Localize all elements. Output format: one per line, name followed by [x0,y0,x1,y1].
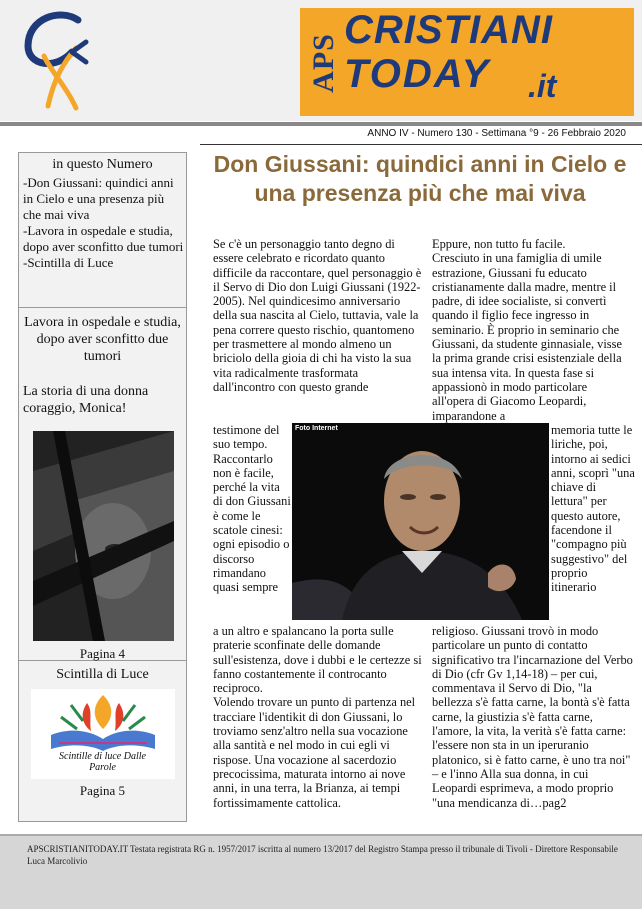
feature-text: La storia di una donna coraggio, Monica! [23,384,149,416]
article-col1-bottom: a un altro e spalancano la porta sulle praterie sconfinate delle domande sull'esistenza, dove i dubbi e le certezze si fanno costantemente il controcanto reciproco. Volendo trovare un punto di partenza nel tracciare l'identikit di don Giussani, lo troviamo senz'altro nella sua vocazione alla santità e nel modo in cui egli vi rispose. Una vocazione al sacerdozio precocissima, maturata intorno ai nove anni, in una terra, la Brianza, ai tempi fortissimamente cattolica. [213,624,422,810]
title-divider [200,144,642,145]
feature-page[interactable]: Pagina 4 [79,646,126,661]
masthead-area [0,0,642,121]
article-photo [292,423,549,620]
index-title: in questo Numero [52,157,153,172]
article-col2-bottom: religioso. Giussani trovò in modo particolare un punto di contatto significativo tra l'incarnazione del Verbo di Dio (cfr Gv 1,14-18) – per cui, commentava il Servo di Dio, "la bellezza s'è fatta carne, la bontà s'è fatta carne, la giustizia s'è fatta carne, l'amore, la vita, la verità s'è fatta carne: l'essere non sta in un iperuranio platonico, si è fatto carne, è uno tra noi" – e l'inno Alla sua donna, in cui Leopardi esprimeva, a modo proprio "una mendicanza di…pag2 [432,624,633,810]
index-item[interactable]: -Don Giussani: quindici anni in Cielo e una presenza più che mai viva [23,175,174,222]
masthead-title[interactable] [300,8,634,116]
article-col1-top: Se c'è un personaggio tanto degno di essere celebrato e ricordato quanto difficile da raccontare, quel personaggio è il Servo di Dio don Luigi Giussani (1922-2005). Nel quindicesimo anniversario della sua nascita al Cielo, tuttavia, vale la pena correre questo rischio, quantomeno per trasmettere al mondo almeno un briciolo della gioia di chi ha visto la sua vita radicalmente trasformata dall'incontro con questo grande [213,237,422,394]
footer [0,834,642,909]
feature-photo-art [33,431,174,641]
scintilla-box [19,661,186,821]
feature-box [19,308,186,661]
masthead-line-3: .it [528,68,557,104]
scintilla-title: Scintilla di Luce [56,667,149,682]
scintilla-page[interactable]: Pagina 5 [79,783,126,798]
article-col1-mid: testimone del suo tempo. Raccontarlo non è facile, perché la vita di don Giussani è come le scatole cinesi: ogni episodio o discorso rimandano quasi sempre [213,423,291,595]
masthead-aps: APS [307,33,340,93]
index-item[interactable]: -Lavora in ospedale e studia, dopo aver sconfitto due tumori [23,223,184,254]
feature-photo [33,431,174,641]
index-item[interactable]: -Scintilla di Luce [23,255,114,270]
photo-caption: Foto Internet [295,425,338,432]
header-divider [0,122,642,126]
article-title: Don Giussani: quindici anni in Cielo e una presenza più che mai viva [213,151,627,206]
issue-index [19,153,186,308]
article-col2-top: Eppure, non tutto fu facile. Cresciuto in una famiglia di umile estrazione, Giussani fu educato cristianamente dalla madre, mentre il padre, di idee socialiste, si convertì quando il figlio fece ingresso in seminario. È proprio in seminario che Giussani, da studente ginnasiale, visse la prima grande crisi esistenziale della sua intensa vita. In questa fase si appassionò in modo particolare all'opera di Giacomo Leopardi, imparandone a [432,237,622,423]
footer-text: APSCRISTIANITODAY.IT Testata registrata RG n. 1957/2017 iscritta al numero 13/2017 del Registro Stampa presso il tribunale di Tivoli - Direttore Responsabile Luca Marcolivio [27,844,618,866]
article-col2-mid: memoria tutte le liriche, poi, intorno ai sedici anni, scoprì "una chiave di lettura" per questo autore, facendone il "compagno più suggestivo" del proprio itinerario [551,423,635,595]
portrait-photo [292,423,549,620]
masthead-line-1: CRISTIANI [344,8,553,52]
sidebar [18,152,187,822]
scintilla-logo [31,689,175,779]
feature-title[interactable]: Lavora in ospedale e studia, dopo aver sconfitto due tumori [24,315,181,364]
issue-info: ANNO IV - Numero 130 - Settimana °9 - 26 Febbraio 2020 [367,128,626,139]
masthead-line-2: TODAY [344,52,491,96]
index-list [19,173,186,281]
scintilla-logo-text: Scintille di luce Dalle Parole [59,751,146,773]
ichthys-logo-icon [20,8,90,118]
